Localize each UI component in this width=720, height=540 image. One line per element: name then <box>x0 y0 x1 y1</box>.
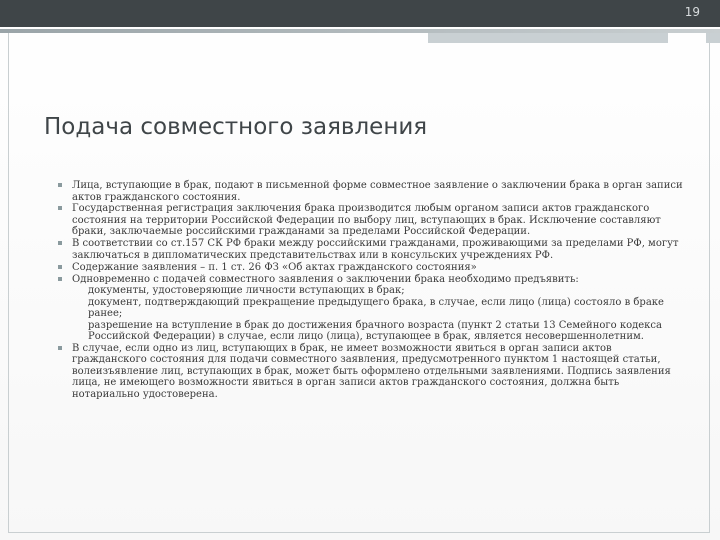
bullet-text: В случае, если одно из лиц, вступающих в брак, не имеет возможности явиться в орган записи актов гражданского состояния для подачи совместного заявления, предусмотренного пунктом 1 настоящей статьи, волеизъявление лиц, вступающих в брак, может быть оформлено отдельными заявлениями. Подпись заявления лица, не имеющего возможности явиться в орган записи актов гражданского состояния, должна быть нотариально удостоверена. <box>72 342 671 400</box>
bullet-text: Государственная регистрация заключения брака производится любым органом записи актов гражданского состояния на территории Российской Федерации по выбору лиц, вступающих в брак. Исключение составляют браки, заключаемые российскими гражданами за пределами Российской Федерации. <box>72 203 661 238</box>
top-band <box>0 0 720 27</box>
bullet-marker-icon <box>58 277 62 281</box>
bullet-text: В соответствии со ст.157 СК РФ браки между российскими гражданами, проживающими за пределами РФ, могут заключаться в дипломатических представительствах или в консульских учреждениях РФ. <box>72 238 679 261</box>
sub-item-text: документ, подтверждающий прекращение предыдущего брака, в случае, если лицо (лица) состояло в браке ранее; <box>88 296 664 320</box>
bullet-item <box>58 180 684 203</box>
bullet-marker-icon <box>58 265 62 269</box>
bullet-text: Одновременно с подачей совместного заявления о заключении брака необходимо предъявить: <box>72 273 579 285</box>
bullet-item <box>58 274 684 343</box>
bullet-marker-icon <box>58 183 62 187</box>
bullet-marker-icon <box>58 241 62 245</box>
bullet-item <box>58 262 684 274</box>
bullet-text: Содержание заявления – п. 1 ст. 26 ФЗ «Об актах гражданского состояния» <box>72 261 477 273</box>
bullet-list <box>58 180 684 401</box>
bullet-item <box>58 203 684 238</box>
bullet-text: Лица, вступающие в брак, подают в письменной форме совместное заявление о заключении брака в орган записи актов гражданского состояния. <box>72 180 683 203</box>
slide-number: 19 <box>684 5 700 19</box>
sub-item-text: документы, удостоверяющие личности вступающих в брак; <box>88 285 405 297</box>
bullet-marker-icon <box>58 346 62 350</box>
bullet-marker-icon <box>58 206 62 210</box>
bullet-item <box>58 238 684 261</box>
slide-title: Подача совместного заявления <box>44 114 428 140</box>
bullet-item <box>58 343 684 401</box>
sub-item-text: разрешение на вступление в брак до достижения брачного возраста (пункт 2 статьи 13 Семейного кодекса Российской Федерации) в случае, если лицо (лица), вступающее в брак, является несовершеннолетним. <box>88 319 662 343</box>
